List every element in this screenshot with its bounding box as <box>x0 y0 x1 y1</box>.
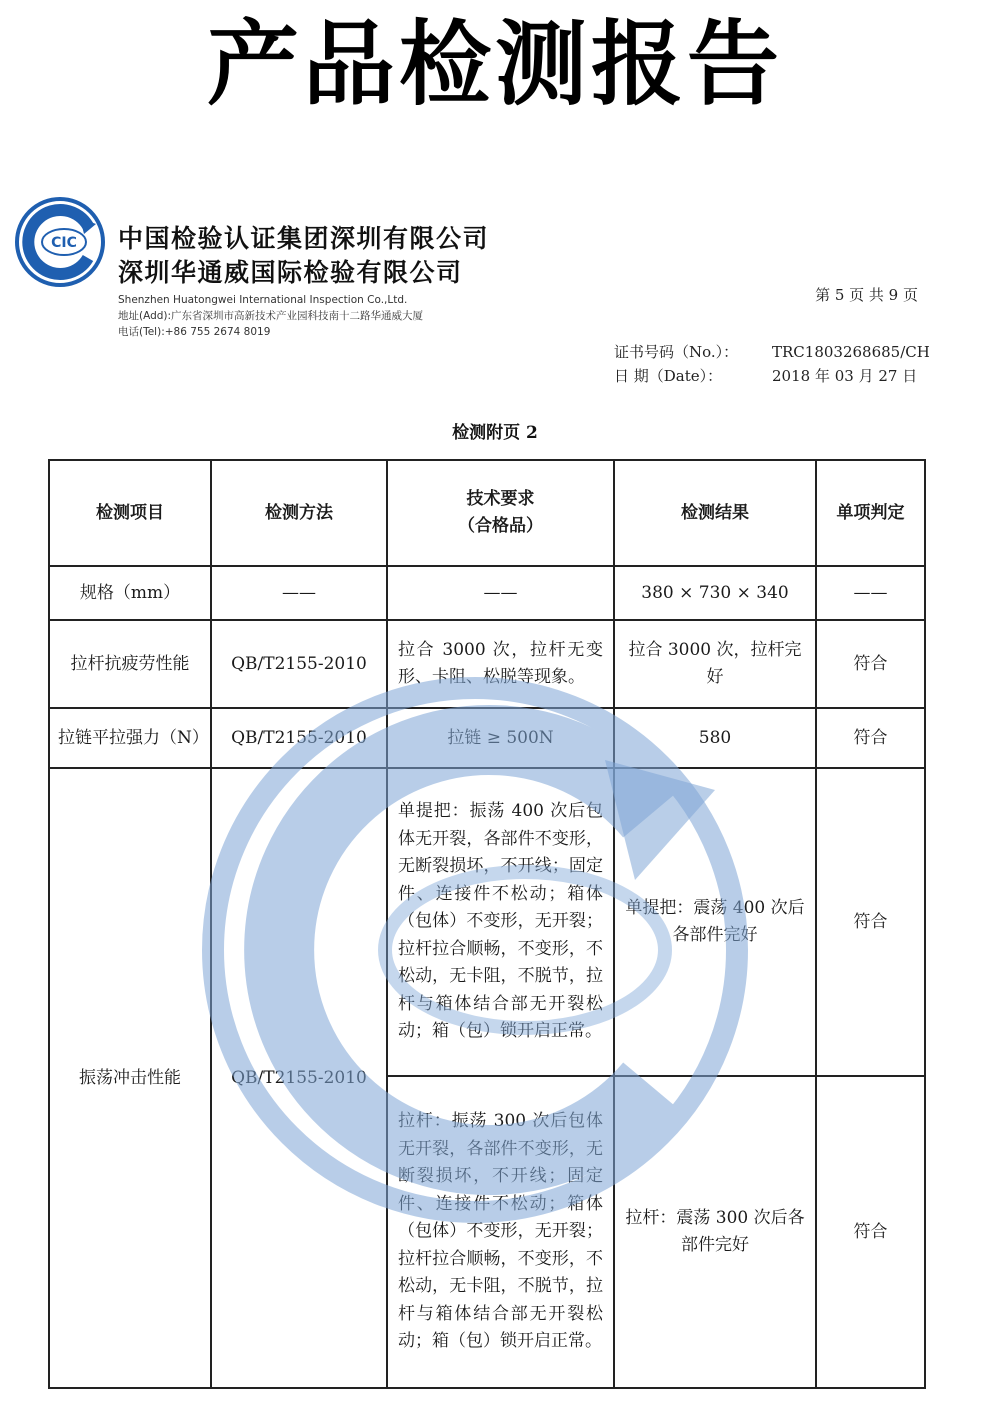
company-block <box>118 222 489 340</box>
date-value: 2018 年 03 月 27 日 <box>772 367 918 385</box>
cell-item: 拉链平拉强力（N） <box>49 708 211 768</box>
banner-title: 产品检测报告 <box>206 11 783 118</box>
company-tel: 电话(Tel):+86 755 2674 8019 <box>118 326 271 338</box>
cell-requirement: 拉杆：振荡 300 次后包体无开裂，各部件不变形，无断裂损坏，不开线；固定件、连接件不松动；箱体（包体）不变形，无开裂；拉杆拉合顺畅，不变形，不松动，无卡阻，不脱节，拉杆与箱体结合部无开裂松动；箱（包）锁开启正常。 <box>387 1076 614 1388</box>
page-info: 第 5 页 共 9 页 <box>815 286 918 304</box>
table-row <box>49 566 925 620</box>
company-name-2: 深圳华通威国际检验有限公司 <box>118 258 463 287</box>
cert-no: TRC1803268685/CH <box>772 343 930 361</box>
header-result: 检测结果 <box>614 460 816 566</box>
header-item: 检测项目 <box>49 460 211 566</box>
report-table <box>48 459 926 1389</box>
cell-requirement: 拉合 3000 次，拉杆无变形、卡阻、松脱等现象。 <box>387 620 614 708</box>
cert-block <box>614 340 930 388</box>
company-name-en: Shenzhen Huatongwei International Inspection Co.,Ltd. <box>118 294 408 306</box>
date-label: 日 期（Date）： <box>614 367 723 385</box>
cic-logo <box>14 196 106 288</box>
cell-verdict: —— <box>816 566 925 620</box>
cell-verdict: 符合 <box>816 708 925 768</box>
cell-result: 拉合 3000 次，拉杆完好 <box>614 620 816 708</box>
section-subtitle: 检测附页 2 <box>452 423 538 443</box>
cert-no-label: 证书号码（No.）： <box>614 343 739 361</box>
header-verdict: 单项判定 <box>816 460 925 566</box>
cert-no-line <box>614 340 930 364</box>
table-row <box>49 620 925 708</box>
cell-item: 振荡冲击性能 <box>49 768 211 1388</box>
cell-verdict: 符合 <box>816 1076 925 1388</box>
cell-result: 拉杆：震荡 300 次后各部件完好 <box>614 1076 816 1388</box>
cell-verdict: 符合 <box>816 768 925 1076</box>
cell-item: 拉杆抗疲劳性能 <box>49 620 211 708</box>
cell-verdict: 符合 <box>816 620 925 708</box>
cell-requirement: 单提把：振荡 400 次后包体无开裂，各部件不变形，无断裂损坏，不开线；固定件、连接件不松动；箱体（包体）不变形，无开裂；拉杆拉合顺畅，不变形，不松动，无卡阻，不脱节，拉杆与箱体结合部无开裂松动；箱（包）锁开启正常。 <box>387 768 614 1076</box>
header-requirement: 技术要求 （合格品） <box>387 460 614 566</box>
cell-method: QB/T2155-2010 <box>211 708 387 768</box>
cell-requirement: —— <box>387 566 614 620</box>
table-header-row <box>49 460 925 566</box>
company-name-1: 中国检验认证集团深圳有限公司 <box>118 224 490 253</box>
cell-result: 580 <box>614 708 816 768</box>
cell-method: —— <box>211 566 387 620</box>
cell-result: 380 × 730 × 340 <box>614 566 816 620</box>
header-method: 检测方法 <box>211 460 387 566</box>
cell-method: QB/T2155-2010 <box>211 768 387 1388</box>
banner <box>0 0 990 130</box>
date-line <box>614 364 930 388</box>
cell-method: QB/T2155-2010 <box>211 620 387 708</box>
cell-result: 单提把：震荡 400 次后各部件完好 <box>614 768 816 1076</box>
table-row <box>49 768 925 1076</box>
company-address: 地址(Add):广东省深圳市高新技术产业园科技南十二路华通威大厦 <box>118 310 424 322</box>
table-row <box>49 708 925 768</box>
logo-text: CIC <box>51 235 77 251</box>
cell-requirement: 拉链 ≥ 500N <box>387 708 614 768</box>
cell-item: 规格（mm） <box>49 566 211 620</box>
